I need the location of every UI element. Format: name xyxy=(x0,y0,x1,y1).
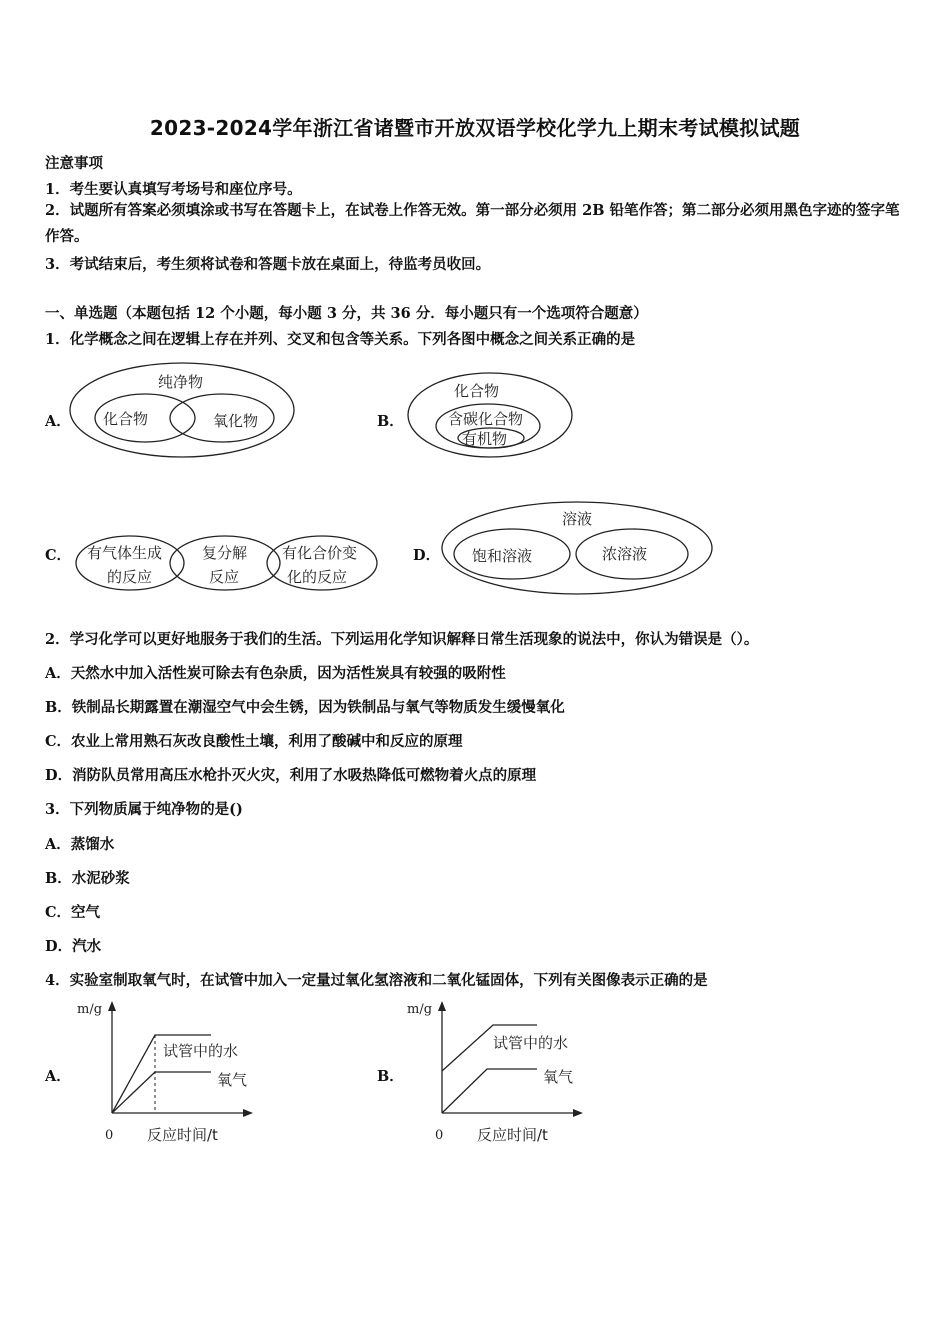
q3-stem: 3．下列物质属于纯净物的是() xyxy=(45,801,243,818)
notice-item-3: 3．考试结束后，考生须将试卷和答题卡放在桌面上，待监考员收回。 xyxy=(45,256,491,273)
q1-option-d-label: D． xyxy=(413,547,441,564)
q2-option-a: A．天然水中加入活性炭可除去有色杂质，因为活性炭具有较强的吸附性 xyxy=(45,665,506,682)
water-label-b: 试管中的水 xyxy=(493,1034,569,1052)
diagram-a-right-label: 氧化物 xyxy=(213,412,259,430)
q1-option-c-label: C． xyxy=(45,547,72,564)
q4-graph-a xyxy=(75,995,265,1150)
diagram-c-3-line-2: 化的反应 xyxy=(287,568,348,586)
oxygen-curve-a xyxy=(112,1072,211,1113)
notice-heading: 注意事项 xyxy=(45,155,103,172)
y-label-b: m/g xyxy=(407,1002,433,1017)
x-axis-arrow-a xyxy=(243,1109,253,1117)
q1-diagram-a xyxy=(70,360,310,465)
q3-option-a: A．蒸馏水 xyxy=(45,836,115,853)
diagram-a-outer-label: 纯净物 xyxy=(158,373,204,391)
q3-option-b: B．水泥砂浆 xyxy=(45,870,130,887)
diagram-d-outer-label: 溶液 xyxy=(562,510,593,528)
q3-option-d: D．汽水 xyxy=(45,938,102,955)
oxygen-label-b: 氧气 xyxy=(543,1068,574,1086)
q4-graph-b xyxy=(405,995,595,1150)
notice-item-2: 2．试题所有答案必须填涂或书写在答题卡上，在试卷上作答无效。第一部分必须用 2B 铅笔作答；第二部分必须用黑色字迹的签字笔作答。 xyxy=(45,202,900,245)
q1-option-a-label: A． xyxy=(45,413,71,430)
x-label-a: 反应时间/t xyxy=(147,1126,218,1144)
q2-option-c: C．农业上常用熟石灰改良酸性土壤，利用了酸碱中和反应的原理 xyxy=(45,733,463,750)
q1-diagram-d xyxy=(442,500,717,598)
q4-option-b-label: B． xyxy=(377,1068,404,1085)
diagram-c-2-line-2: 反应 xyxy=(209,568,240,586)
y-label-a: m/g xyxy=(77,1002,103,1017)
q3-option-c: C．空气 xyxy=(45,904,101,921)
notice-item-1: 1．考生要认真填写考场号和座位序号。 xyxy=(45,181,302,198)
oxygen-label-a: 氧气 xyxy=(217,1071,248,1089)
diagram-b-middle-label: 含碳化合物 xyxy=(448,410,524,428)
origin-label-b: 0 xyxy=(435,1128,444,1143)
diagram-c-1-line-1: 有气体生成 xyxy=(87,544,163,562)
y-axis-arrow-a xyxy=(108,1001,116,1011)
section-heading: 一、单选题（本题包括 12 个小题，每小题 3 分，共 36 分．每小题只有一个选项符合题意） xyxy=(45,305,648,322)
q1-diagram-b xyxy=(408,370,578,465)
diagram-c-1-line-2: 的反应 xyxy=(107,568,153,586)
q2-stem: 2．学习化学可以更好地服务于我们的生活。下列运用化学知识解释日常生活现象的说法中，你认为错误是（）。 xyxy=(45,631,759,648)
oxygen-curve-b xyxy=(442,1069,537,1113)
diagram-c-3-line-1: 有化合价变 xyxy=(282,544,358,562)
q2-option-b: B．铁制品长期露置在潮湿空气中会生锈，因为铁制品与氧气等物质发生缓慢氧化 xyxy=(45,699,565,716)
q4-option-a-label: A． xyxy=(45,1068,71,1085)
diagram-b-outer-label: 化合物 xyxy=(454,382,500,400)
diagram-d-left-label: 饱和溶液 xyxy=(472,547,533,565)
diagram-a-left-label: 化合物 xyxy=(103,410,149,428)
diagram-c-2-line-1: 复分解 xyxy=(202,544,248,562)
q1-option-b-label: B． xyxy=(377,413,404,430)
q4-stem: 4．实验室制取氧气时，在试管中加入一定量过氧化氢溶液和二氧化锰固体，下列有关图像表示正确的是 xyxy=(45,972,708,989)
x-label-b: 反应时间/t xyxy=(477,1126,548,1144)
water-label-a: 试管中的水 xyxy=(163,1042,239,1060)
x-axis-arrow-b xyxy=(573,1109,583,1117)
q1-diagram-c xyxy=(75,532,385,594)
diagram-d-right-label: 浓溶液 xyxy=(602,545,648,563)
diagram-b-inner-label: 有机物 xyxy=(462,430,508,448)
y-axis-arrow-b xyxy=(438,1001,446,1011)
page-title: 2023-2024学年浙江省诸暨市开放双语学校化学九上期末考试模拟试题 xyxy=(149,116,801,140)
origin-label-a: 0 xyxy=(105,1128,114,1143)
q2-option-d: D．消防队员常用高压水枪扑灭火灾，利用了水吸热降低可燃物着火点的原理 xyxy=(45,767,537,784)
q1-stem: 1．化学概念之间在逻辑上存在并列、交叉和包含等关系。下列各图中概念之间关系正确的是 xyxy=(45,331,636,348)
